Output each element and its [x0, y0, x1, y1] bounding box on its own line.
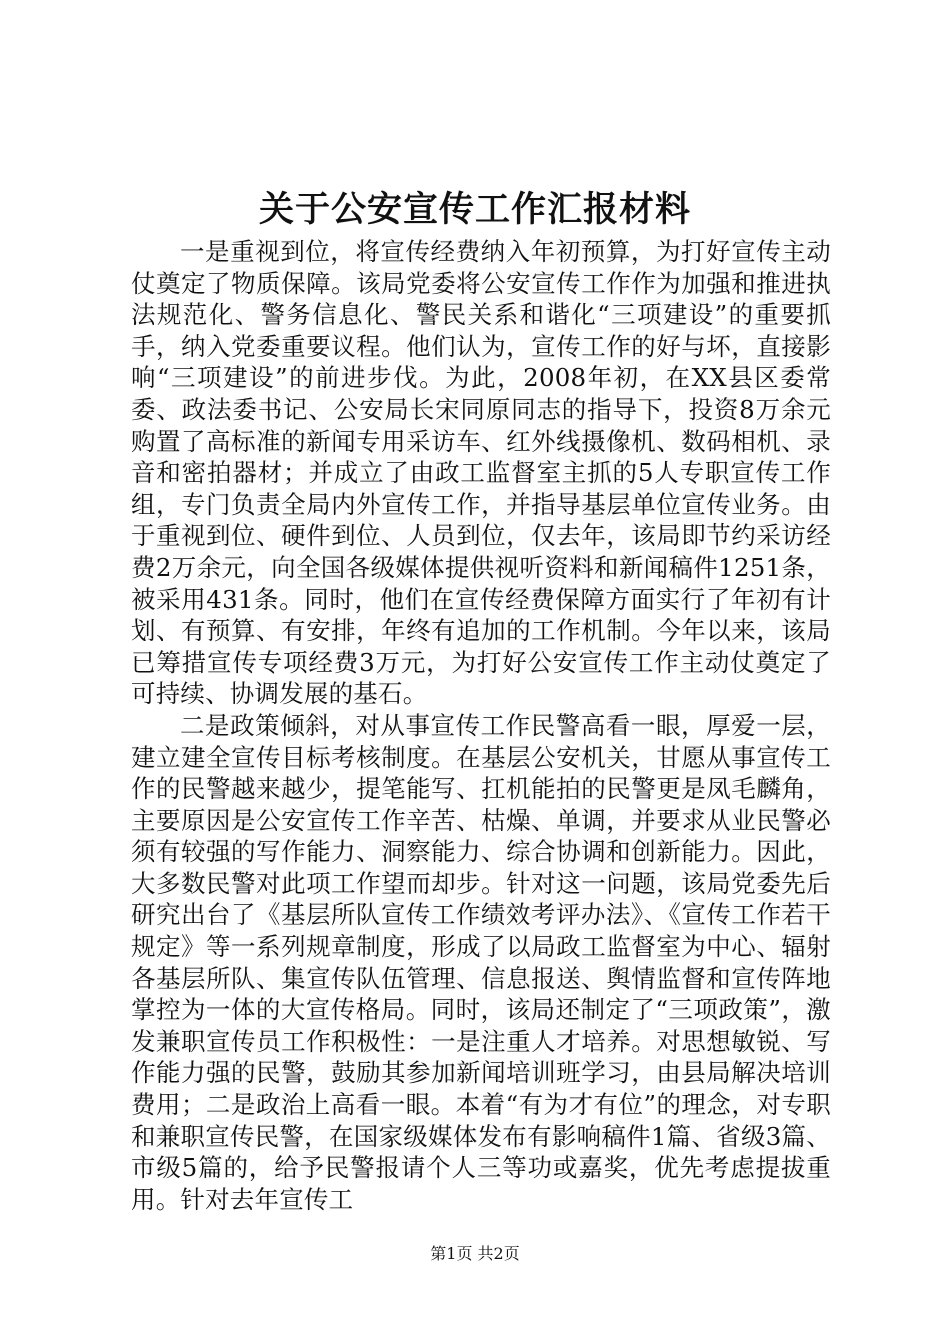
document-body	[131, 236, 831, 1215]
document-title: 关于公安宣传工作汇报材料	[258, 189, 691, 230]
page-footer: 第1页 共2页	[430, 1244, 520, 1263]
paragraph: 一是重视到位，将宣传经费纳入年初预算，为打好宣传主动仗奠定了物质保障。该局党委将公安宣传工作作为加强和推进执法规范化、警务信息化、警民关系和谐化“三项建设”的重要抓手，纳入党委重要议程。他们认为，宣传工作的好与坏，直接影响“三项建设”的前进步伐。为此，2008年初，在XX县区委常委、政法委书记、公安局长宋同原同志的指导下，投资8万余元购置了高标准的新闻专用采访车、红外线摄像机、数码相机、录音和密拍器材；并成立了由政工监督室主抓的5人专职宣传工作组，专门负责全局内外宣传工作，并指导基层单位宣传业务。由于重视到位、硬件到位、人员到位，仅去年，该局即节约采访经费2万余元，向全国各级媒体提供视听资料和新闻稿件1251条，被采用431条。同时，他们在宣传经费保障方面实行了年初有计划、有预算、有安排，年终有追加的工作机制。今年以来，该局已筹措宣传专项经费3万元，为打好公安宣传工作主动仗奠定了可持续、协调发展的基石。	[131, 237, 831, 709]
paragraph: 二是政策倾斜，对从事宣传工作民警高看一眼，厚爱一层，建立建全宣传目标考核制度。在基层公安机关，甘愿从事宣传工作的民警越来越少，提笔能写、扛机能拍的民警更是凤毛麟角，主要原因是公安宣传工作辛苦、枯燥、单调，并要求从业民警必须有较强的写作能力、洞察能力、综合协调和创新能力。因此，大多数民警对此项工作望而却步。针对这一问题，该局党委先后研究出台了《基层所队宣传工作绩效考评办法》、《宣传工作若干规定》等一系列规章制度，形成了以局政工监督室为中心、辐射各基层所队、集宣传队伍管理、信息报送、舆情监督和宣传阵地掌控为一体的大宣传格局。同时，该局还制定了“三项政策”，激发兼职宣传员工作积极性：一是注重人才培养。对思想敏锐、写作能力强的民警，鼓励其参加新闻培训班学习，由县局解决培训费用；二是政治上高看一眼。本着“有为才有位”的理念，对专职和兼职宣传民警，在国家级媒体发布有影响稿件1篇、省级3篇、市级5篇的，给予民警报请个人三等功或嘉奖，优先考虑提拔重用。针对去年宣传工	[131, 710, 831, 1214]
